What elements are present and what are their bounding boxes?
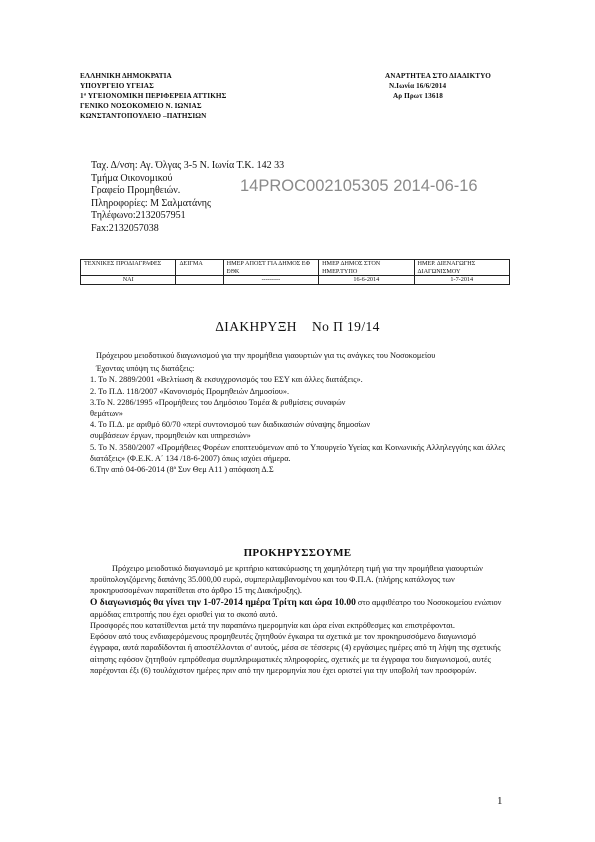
spec-header-cell: ΗΜΕΡ. ΔΙΕΝΑΓΩΓΗΣ ΔΙΑΓΩΝΙΣΜΟΥ [414, 260, 509, 276]
provisions-lead: Έχοντας υπόψη τις διατάξεις: [96, 364, 195, 374]
spec-header-cell: ΗΜΕΡ ΔΗΜΟΣ ΣΤΟΝ ΗΜΕΡ.ΤΥΠΟ [319, 260, 414, 276]
publication-note: ΑΝΑΡΤΗΤΕΑ ΣΤΟ ΔΙΑΔΙΚΤΥΟ [385, 72, 491, 80]
spec-table [80, 259, 510, 285]
contact-address: Ταχ. Δ/νση: Αγ. Όλγας 3-5 Ν. Ιωνία Τ.Κ. 142 33 [91, 160, 285, 171]
tender-date-bold: Ο διαγωνισμός θα γίνει την 1-07-2014 ημέρα Τρίτη και ώρα 10.00 [90, 597, 356, 608]
spec-value-cell: 16-6-2014 [319, 276, 414, 285]
contact-phone: Τηλέφωνο:2132057951 [91, 210, 186, 222]
provision-item: 2. Το Π.Δ. 118/2007 «Κανονισμός Προμηθειών Δημοσίου». [90, 386, 290, 396]
contact-department: Τμήμα Οικονομικού [91, 172, 173, 184]
provision-item: 5. Το Ν. 3580/2007 «Προμήθειες Φορέων εποπτευόμενων από το Υπουργείο Υγείας και Κοινωνικής Αλληλεγγύης και άλλες διατάξεις» (Φ.Ε.Κ. Α΄ 134 /18-6-2007) όπως ισχύει σήμερα. [90, 442, 505, 463]
spec-header-cell: ΤΕΧΝΙΚΕΣ ΠΡΟΔΙΑΓΡΑΦΕΣ [81, 260, 176, 276]
proclamation-body [90, 563, 505, 676]
spec-header-cell: ΗΜΕΡ ΑΠΟΣΤ ΓΙΑ ΔΗΜΟΣ ΕΦ ΕΘΚ [223, 260, 318, 276]
issue-date: Ν.Ιωνία 16/6/2014 [389, 82, 447, 90]
issuer-line: 1ª ΥΓΕΙΟΝΟΜΙΚΗ ΠΕΡΙΦΕΡΕΙΑ ΑΤΤΙΚΗΣ [80, 92, 227, 100]
spec-table-value-row [81, 276, 510, 285]
contact-block [91, 160, 361, 236]
issuer-line: ΥΠΟΥΡΓΕΙΟ ΥΓΕΙΑΣ [80, 82, 154, 90]
spec-table-header-row [81, 260, 510, 276]
proclamation-title: ΔΙΑΚΗΡΥΞΗ Νο Π 19/14 [215, 319, 380, 334]
contact-fax: Fax:2132057038 [91, 222, 159, 234]
contact-info-person: Πληροφορίες: Μ Σαλματάνης [91, 197, 211, 209]
provision-item: 3.Το Ν. 2286/1995 «Προμήθειες του Δημόσιου Τομέα & ρυθμίσεις συναφών θεμάτων» [90, 397, 346, 419]
proclaim-heading: ΠΡΟΚΗΡΥΣΣΟΥΜΕ [243, 547, 352, 559]
documents-paragraph: Εφόσον από τους ενδιαφερόμενους προμηθευτές ζητηθούν έγκαιρα τα σχετικά με τον προκηρυσσόμενο διαγωνισμό έγγραφα, αυτά παραδίδονται ή αποστέλλονται σ' αυτούς, μέσα σε τέσσερις (4) εργάσιμες ημέρες από τη λήψη της σχετικής αίτησης εφόσον ζητηθούν εμπρόθεσμα συμπληρωματικές πληροφορίες, σχετικές με τα έγγραφα του διαγωνισμού, αυτές παρέχονται έξι (6) τουλάχιστον ημέρες πριν από την ημερομηνία που έχει οριστεί για την υποβολή των προσφορών. [90, 632, 501, 675]
issuer-line: ΕΛΛΗΝΙΚΗ ΔΗΜΟΚΡΑΤΙΑ [80, 72, 172, 80]
contact-office: Γραφείο Προμηθειών. [91, 185, 181, 197]
issuer-header [80, 71, 310, 121]
date-paragraph [90, 597, 505, 620]
provision-item: 6.Την από 04-06-2014 (8ª Συν Θεμ Α11 ) απόφαση Δ.Σ [90, 465, 274, 475]
intro-section [90, 350, 505, 475]
spec-value-cell: ΝΑΙ [81, 276, 176, 285]
document-meta [385, 71, 545, 101]
spec-value-cell: --------- [223, 276, 318, 285]
intro-text: Πρόχειρου μειοδοτικού διαγωνισμού για την προμήθεια γιαουρτιών για τις ανάγκες του Νοσοκομείου [96, 351, 436, 360]
spec-header-cell: ΔΕΙΓΜΑ [176, 260, 223, 276]
tender-paragraph: Πρόχειρο μειοδοτικό διαγωνισμό με κριτήριο κατακύρωσης τη χαμηλότερη τιμή για την προμήθεια γιαουρτιών προϋπολογιζόμενης δαπάνης 35.000,00 ευρώ, συμπεριλαμβανομένου και του Φ.Π.Α. (πλήρης κατάλογος των προκηρυσσομένων παρατίθεται στο άρθρο 15 της Διακήρυξης). [90, 564, 483, 596]
ada-stamp: 14PROC002105305 2014-06-16 [240, 177, 478, 195]
spec-value-cell: 1-7-2014 [414, 276, 509, 285]
tender-date-rest: στο αμφιθέατρο του Νοσοκομείου ενώπιον αρμόδιας επιτροπής που έχει ορισθεί για το σκοπό αυτό. [90, 597, 502, 619]
page-number: 1 [497, 795, 503, 807]
protocol-number: Αρ Πρωτ 13618 [393, 92, 443, 100]
provision-item: 1. Το Ν. 2889/2001 «Βελτίωση & εκσυγχρονισμός του ΕΣΥ και άλλες διατάξεις». [90, 375, 363, 385]
issuer-line: ΚΩΝΣΤΑΝΤΟΠΟΥΛΕΙΟ –ΠΑΤΗΣΙΩΝ [80, 112, 207, 120]
spec-value-cell [176, 276, 223, 285]
provision-item: 4. Το Π.Δ. με αριθμό 60/70 «περί συντονισμού των διαδικασιών σύναψης δημοσίων συμβάσεων έργων, προμηθειών και υπηρεσιών» [90, 420, 371, 441]
late-offers-paragraph: Προσφορές που κατατίθενται μετά την παραπάνω ημερομηνία και ώρα είναι εκπρόθεσμες και επιστρέφονται. [90, 621, 455, 631]
issuer-line: ΓΕΝΙΚΟ ΝΟΣΟΚΟΜΕΙΟ Ν. ΙΩΝΙΑΣ [80, 102, 202, 110]
